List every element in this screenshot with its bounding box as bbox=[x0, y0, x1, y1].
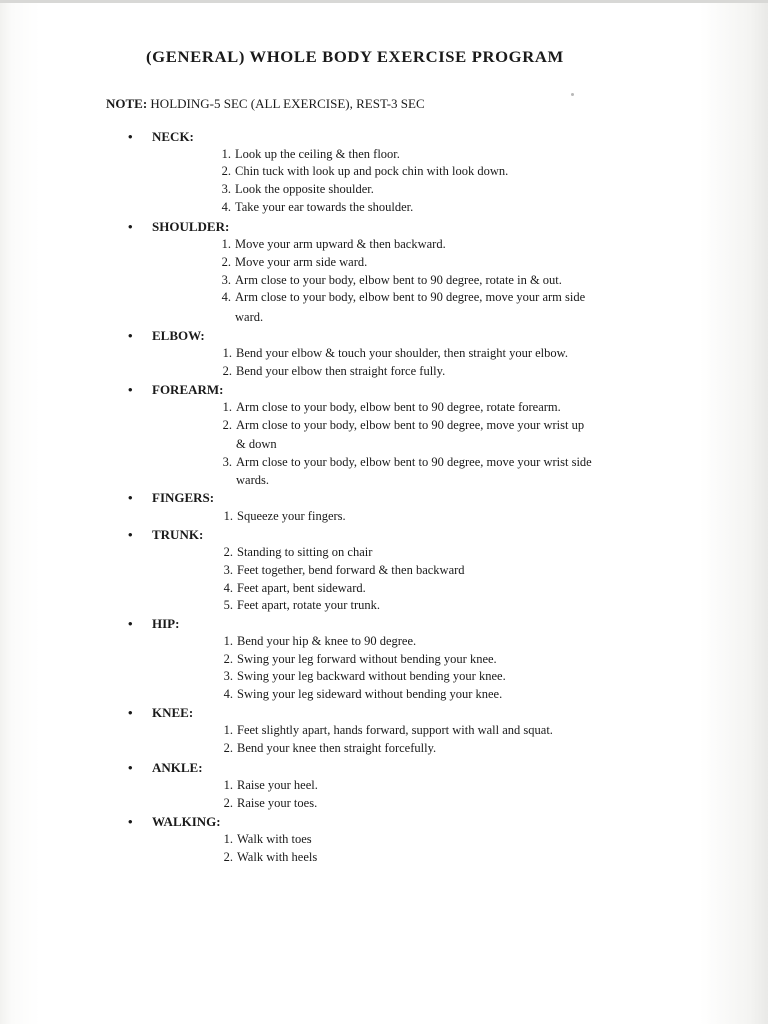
item-continuation: wards. bbox=[236, 473, 269, 487]
item-number: 1. bbox=[223, 509, 233, 523]
item-text: Arm close to your body, elbow bent to 90 degree, rotate in & out. bbox=[235, 273, 562, 287]
section-heading-label: KNEE: bbox=[152, 705, 194, 720]
list-item bbox=[222, 364, 446, 379]
item-number: 2. bbox=[223, 796, 233, 810]
item-number: 1. bbox=[223, 634, 233, 648]
item-number: 1. bbox=[221, 147, 231, 161]
item-number: 1. bbox=[221, 237, 231, 251]
bullet-dot: • bbox=[128, 705, 133, 720]
list-item bbox=[222, 455, 592, 470]
item-number: 3. bbox=[222, 455, 232, 469]
item-number: 2. bbox=[223, 850, 233, 864]
item-number: 4. bbox=[221, 290, 231, 304]
list-item bbox=[223, 741, 437, 756]
item-number: 4. bbox=[223, 581, 233, 595]
list-item bbox=[223, 563, 465, 578]
bullet-dot: • bbox=[128, 328, 133, 343]
bullet-dot: • bbox=[128, 490, 133, 505]
item-continuation: ward. bbox=[235, 310, 264, 324]
list-item bbox=[223, 598, 381, 613]
list-item bbox=[221, 200, 414, 215]
bullet-dot: • bbox=[128, 129, 133, 144]
document-title: (GENERAL) WHOLE BODY EXERCISE PROGRAM bbox=[146, 49, 564, 66]
note-label: NOTE: bbox=[106, 96, 148, 111]
section-heading-label: WALKING: bbox=[152, 814, 221, 829]
section-heading-knee bbox=[128, 705, 193, 721]
item-text: Feet slightly apart, hands forward, support with wall and squat. bbox=[237, 723, 553, 737]
list-item bbox=[223, 634, 417, 649]
item-text: Arm close to your body, elbow bent to 90 degree, move your arm side bbox=[235, 290, 586, 304]
item-text: Swing your leg forward without bending your knee. bbox=[237, 652, 497, 666]
item-text: Feet apart, bent sideward. bbox=[237, 581, 366, 595]
list-item bbox=[223, 850, 318, 865]
item-number: 2. bbox=[223, 545, 233, 559]
list-item bbox=[221, 182, 374, 197]
section-heading-ankle bbox=[128, 760, 203, 776]
item-text: Bend your elbow then straight force fully. bbox=[236, 364, 446, 378]
item-text: Feet apart, rotate your trunk. bbox=[237, 598, 381, 612]
item-number: 2. bbox=[223, 652, 233, 666]
list-item bbox=[222, 346, 568, 361]
list-item bbox=[222, 400, 561, 415]
item-text: Chin tuck with look up and pock chin with look down. bbox=[235, 164, 509, 178]
section-heading-forearm bbox=[128, 382, 224, 398]
section-heading-elbow bbox=[128, 328, 205, 344]
list-item bbox=[223, 581, 366, 596]
list-item bbox=[223, 669, 506, 684]
item-text: Swing your leg backward without bending your knee. bbox=[237, 669, 506, 683]
item-text: Bend your knee then straight forcefully. bbox=[237, 741, 437, 755]
list-item bbox=[223, 545, 373, 560]
section-heading-fingers bbox=[128, 490, 214, 506]
section-heading-label: FOREARM: bbox=[152, 382, 224, 397]
item-text: Look the opposite shoulder. bbox=[235, 182, 374, 196]
bullet-dot: • bbox=[128, 527, 133, 542]
section-heading-label: FINGERS: bbox=[152, 490, 215, 505]
item-number: 4. bbox=[221, 200, 231, 214]
section-heading-trunk bbox=[128, 527, 203, 543]
item-text: Standing to sitting on chair bbox=[237, 545, 373, 559]
list-item bbox=[221, 237, 446, 252]
bullet-dot: • bbox=[128, 219, 133, 234]
list-item bbox=[223, 652, 497, 667]
item-text: Arm close to your body, elbow bent to 90 degree, move your wrist side bbox=[236, 455, 592, 469]
section-heading-shoulder bbox=[128, 219, 229, 235]
item-number: 2. bbox=[222, 364, 232, 378]
item-number: 3. bbox=[221, 273, 231, 287]
bullet-dot: • bbox=[128, 616, 133, 631]
item-number: 1. bbox=[222, 400, 232, 414]
item-text: Raise your toes. bbox=[237, 796, 318, 810]
item-text: Walk with heels bbox=[237, 850, 318, 864]
list-item bbox=[221, 147, 400, 162]
item-number: 1. bbox=[223, 778, 233, 792]
item-number: 2. bbox=[221, 255, 231, 269]
item-text: Walk with toes bbox=[237, 832, 312, 846]
item-text: Swing your leg sideward without bending your knee. bbox=[237, 687, 503, 701]
section-heading-label: ELBOW: bbox=[152, 328, 205, 343]
item-text: Raise your heel. bbox=[237, 778, 318, 792]
list-item bbox=[221, 164, 509, 179]
item-text: Arm close to your body, elbow bent to 90 degree, move your wrist up bbox=[236, 418, 585, 432]
item-text: Bend your elbow & touch your shoulder, then straight your elbow. bbox=[236, 346, 568, 360]
list-item bbox=[223, 796, 318, 811]
item-number: 3. bbox=[221, 182, 231, 196]
item-number: 2. bbox=[222, 418, 232, 432]
section-heading-label: TRUNK: bbox=[152, 527, 204, 542]
list-item bbox=[221, 290, 586, 305]
item-number: 2. bbox=[221, 164, 231, 178]
item-text: Arm close to your body, elbow bent to 90 degree, rotate forearm. bbox=[236, 400, 561, 414]
list-item bbox=[223, 723, 553, 738]
item-text: Move your arm side ward. bbox=[235, 255, 368, 269]
list-item bbox=[221, 273, 562, 288]
list-item bbox=[223, 687, 503, 702]
section-heading-label: NECK: bbox=[152, 129, 194, 144]
list-item bbox=[223, 509, 346, 524]
item-number: 1. bbox=[222, 346, 232, 360]
section-heading-label: HIP: bbox=[152, 616, 180, 631]
item-text: Squeeze your fingers. bbox=[237, 509, 346, 523]
item-number: 3. bbox=[223, 669, 233, 683]
item-continuation: & down bbox=[236, 437, 277, 451]
section-heading-label: ANKLE: bbox=[152, 760, 203, 775]
section-heading-walking bbox=[128, 814, 221, 830]
item-text: Take your ear towards the shoulder. bbox=[235, 200, 414, 214]
bullet-dot: • bbox=[128, 382, 133, 397]
list-item bbox=[221, 255, 368, 270]
list-item bbox=[223, 832, 312, 847]
item-number: 5. bbox=[223, 598, 233, 612]
list-item bbox=[222, 418, 585, 433]
section-heading-hip bbox=[128, 616, 179, 632]
item-text: Feet together, bend forward & then backward bbox=[237, 563, 465, 577]
bullet-dot: • bbox=[128, 760, 133, 775]
item-number: 3. bbox=[223, 563, 233, 577]
item-number: 4. bbox=[223, 687, 233, 701]
section-heading-neck bbox=[128, 129, 194, 145]
item-text: Look up the ceiling & then floor. bbox=[235, 147, 400, 161]
section-heading-label: SHOULDER: bbox=[152, 219, 230, 234]
note-text: HOLDING-5 SEC (ALL EXERCISE), REST-3 SEC bbox=[150, 96, 425, 111]
bullet-dot: • bbox=[128, 814, 133, 829]
item-number: 1. bbox=[223, 723, 233, 737]
item-text: Move your arm upward & then backward. bbox=[235, 237, 446, 251]
list-item bbox=[223, 778, 318, 793]
item-number: 1. bbox=[223, 832, 233, 846]
item-text: Bend your hip & knee to 90 degree. bbox=[237, 634, 417, 648]
item-number: 2. bbox=[223, 741, 233, 755]
